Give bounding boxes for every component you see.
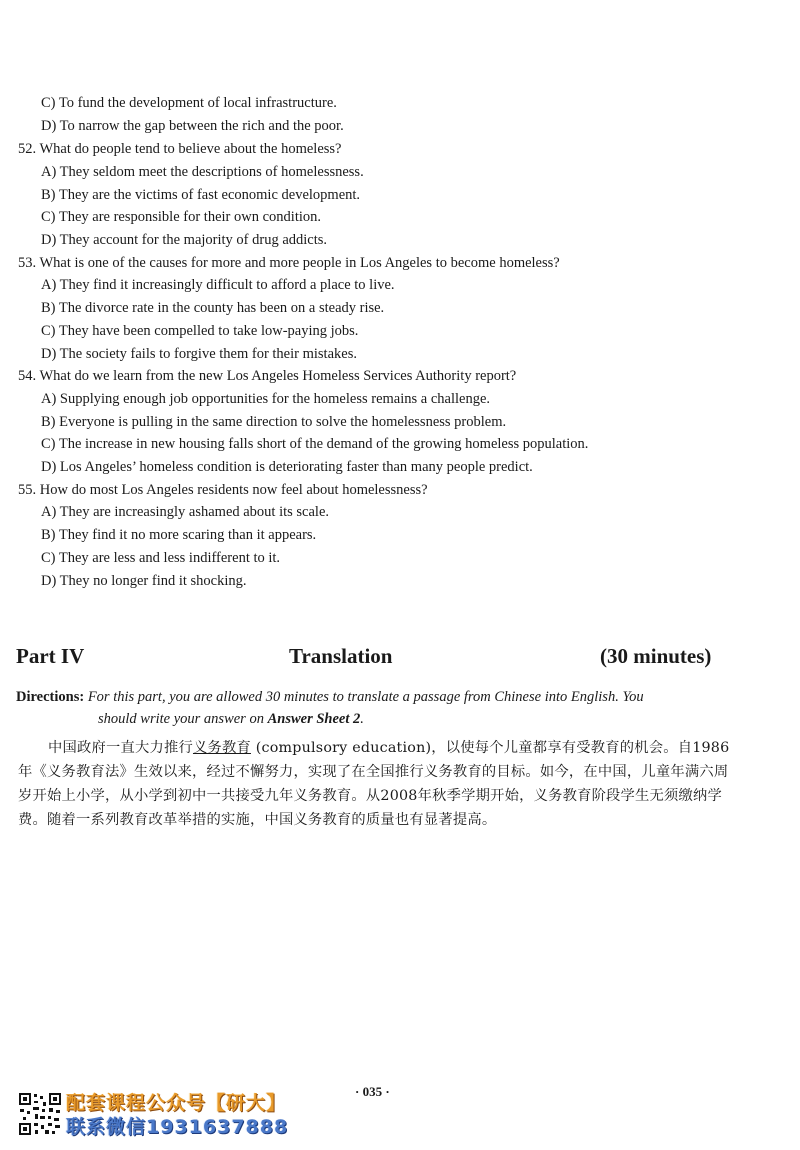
option-52c: C) They are responsible for their own condition. [41,209,321,225]
option-51d: D) To narrow the gap between the rich and the poor. [41,118,344,134]
option-55a: A) They are increasingly ashamed about its scale. [41,504,330,520]
directions-label: Directions: [16,689,85,705]
option-53d: D) The society fails to forgive them for their mistakes. [41,346,357,362]
directions-end: . [360,711,364,727]
option-54b: B) Everyone is pulling in the same direction to solve the homelessness problem. [41,414,507,430]
promo-line-1: 配套课程公众号【研大】 [66,1092,287,1114]
underlined-term: 义务教育 [192,740,251,756]
directions-text-2: should write your answer on [98,711,268,727]
qr-code-icon [18,1092,62,1136]
part-title: Translation [289,644,393,668]
part-time: (30 minutes) [600,644,712,668]
promo-line-2: 联系微信1931637888 [66,1116,289,1138]
passage-start: 中国政府一直大力推行 [48,740,193,756]
option-53c: C) They have been compelled to take low-paying jobs. [41,323,359,339]
option-53b: B) The divorce rate in the county has been on a steady rise. [41,300,385,316]
question-52: 52. What do people tend to believe about the homeless? [18,141,342,157]
option-54a: A) Supplying enough job opportunities for the homeless remains a challenge. [41,391,491,407]
answer-sheet-ref: Answer Sheet 2 [267,711,361,727]
part-label: Part IV [16,644,85,668]
option-53a: A) They find it increasingly difficult to afford a place to live. [41,277,395,293]
question-55: 55. How do most Los Angeles residents now feel about homelessness? [18,482,428,498]
option-52b: B) They are the victims of fast economic development. [41,187,361,203]
option-55d: D) They no longer find it shocking. [41,573,247,589]
option-52a: A) They seldom meet the descriptions of homelessness. [41,164,364,180]
option-55b: B) They find it no more scaring than it appears. [41,527,317,543]
option-54d: D) Los Angeles’ homeless condition is deteriorating faster than many people predict. [41,459,533,475]
directions [16,686,736,730]
option-55c: C) They are less and less indifferent to it. [41,550,281,566]
passage-rest: (compulsory education)，以使每个儿童都享有受教育的机会。自1986年《义务教育法》生效以来，经过不懈努力，实现了在全国推行义务教育的目标。如今，在中国，儿童年满六周岁开始上小学，从小学到初中一共接受九年义务教育。从2008年秋季学期开始，义务教育阶段学生无须缴纳学费。随着一系列教育改革举措的实施，中国义务教育的质量也有显著提高。 [18,740,730,828]
option-54c: C) The increase in new housing falls short of the demand of the growing homeless population. [41,436,589,452]
page-number: · 035 · [355,1084,390,1099]
question-54: 54. What do we learn from the new Los Angeles Homeless Services Authority report? [18,368,517,384]
directions-text-1: For this part, you are allowed 30 minutes to translate a passage from Chinese into English. You [87,689,644,705]
question-53: 53. What is one of the causes for more and more people in Los Angeles to become homeless? [18,255,560,271]
translation-passage [18,736,738,832]
option-51c: C) To fund the development of local infrastructure. [41,95,337,111]
option-52d: D) They account for the majority of drug addicts. [41,232,328,248]
